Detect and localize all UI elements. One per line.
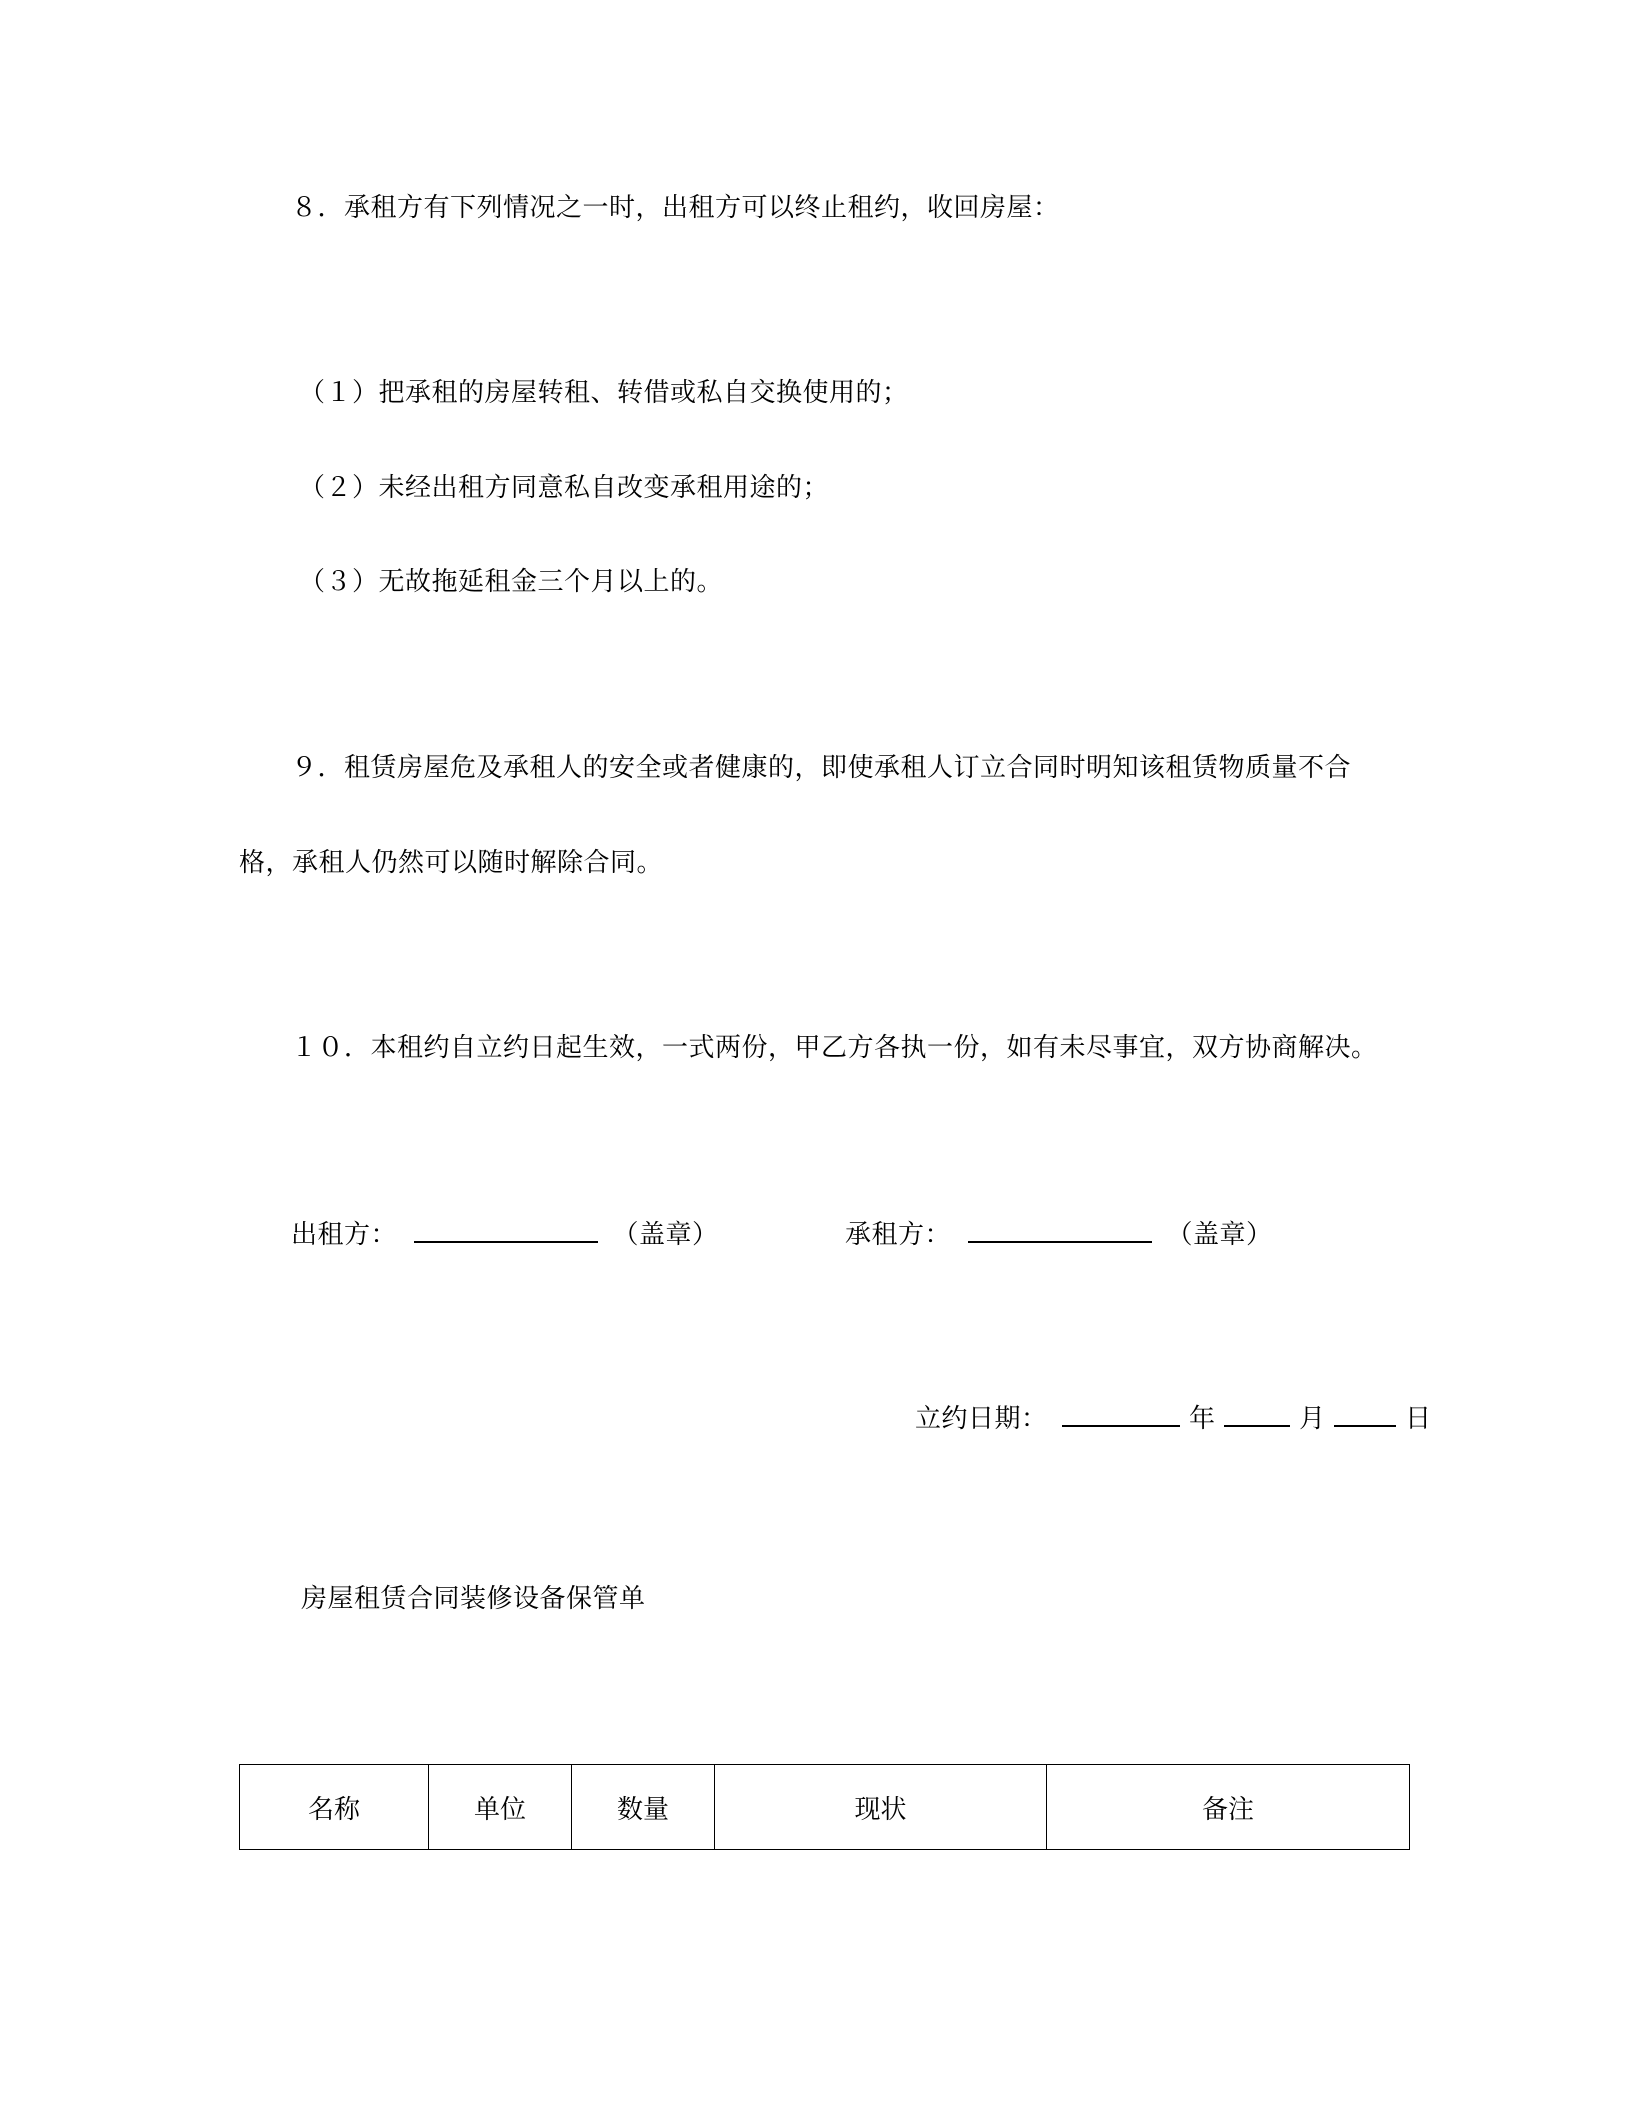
clause-9-line-1: ９．租赁房屋危及承租人的安全或者健康的，即使承租人订立合同时明知该租赁物质量不合 bbox=[291, 753, 1352, 783]
col-header-unit: 单位 bbox=[429, 1765, 572, 1850]
col-header-remarks: 备注 bbox=[1047, 1765, 1410, 1850]
lessor-signature bbox=[291, 1215, 719, 1251]
appendix-title: 房屋租赁合同装修设备保管单 bbox=[301, 1584, 646, 1614]
clause-8-item-3: （３）无故拖延租金三个月以上的。 bbox=[299, 567, 724, 597]
year-label: 年 bbox=[1189, 1404, 1216, 1434]
lessor-label: 出租方： bbox=[291, 1220, 398, 1250]
clause-8-item-1: （１）把承租的房屋转租、转借或私自交换使用的； bbox=[299, 378, 909, 408]
month-label: 月 bbox=[1299, 1404, 1326, 1434]
contract-date bbox=[915, 1399, 1432, 1435]
col-header-name: 名称 bbox=[240, 1765, 429, 1850]
date-label: 立约日期： bbox=[915, 1404, 1048, 1434]
clause-9-line-2: 格，承租人仍然可以随时解除合同。 bbox=[239, 848, 664, 878]
lessee-signature bbox=[845, 1215, 1273, 1251]
clause-8-heading: ８．承租方有下列情况之一时，出租方可以终止租约，收回房屋： bbox=[291, 193, 1060, 223]
clause-8-item-2: （２）未经出租方同意私自改变承租用途的； bbox=[299, 473, 830, 503]
lessee-label: 承租方： bbox=[845, 1220, 952, 1250]
table-header-row bbox=[240, 1765, 1410, 1850]
lessor-signature-line bbox=[414, 1215, 598, 1243]
day-blank bbox=[1334, 1399, 1396, 1427]
year-blank bbox=[1062, 1399, 1180, 1427]
month-blank bbox=[1224, 1399, 1290, 1427]
col-header-condition: 现状 bbox=[715, 1765, 1047, 1850]
equipment-table bbox=[239, 1764, 1410, 1850]
day-label: 日 bbox=[1405, 1404, 1432, 1434]
lessee-seal: （盖章） bbox=[1166, 1220, 1273, 1250]
lessor-seal: （盖章） bbox=[612, 1220, 719, 1250]
lessee-signature-line bbox=[968, 1215, 1152, 1243]
clause-10: １０．本租约自立约日起生效，一式两份，甲乙方各执一份，如有未尽事宜，双方协商解决。 bbox=[291, 1033, 1378, 1063]
col-header-quantity: 数量 bbox=[572, 1765, 715, 1850]
